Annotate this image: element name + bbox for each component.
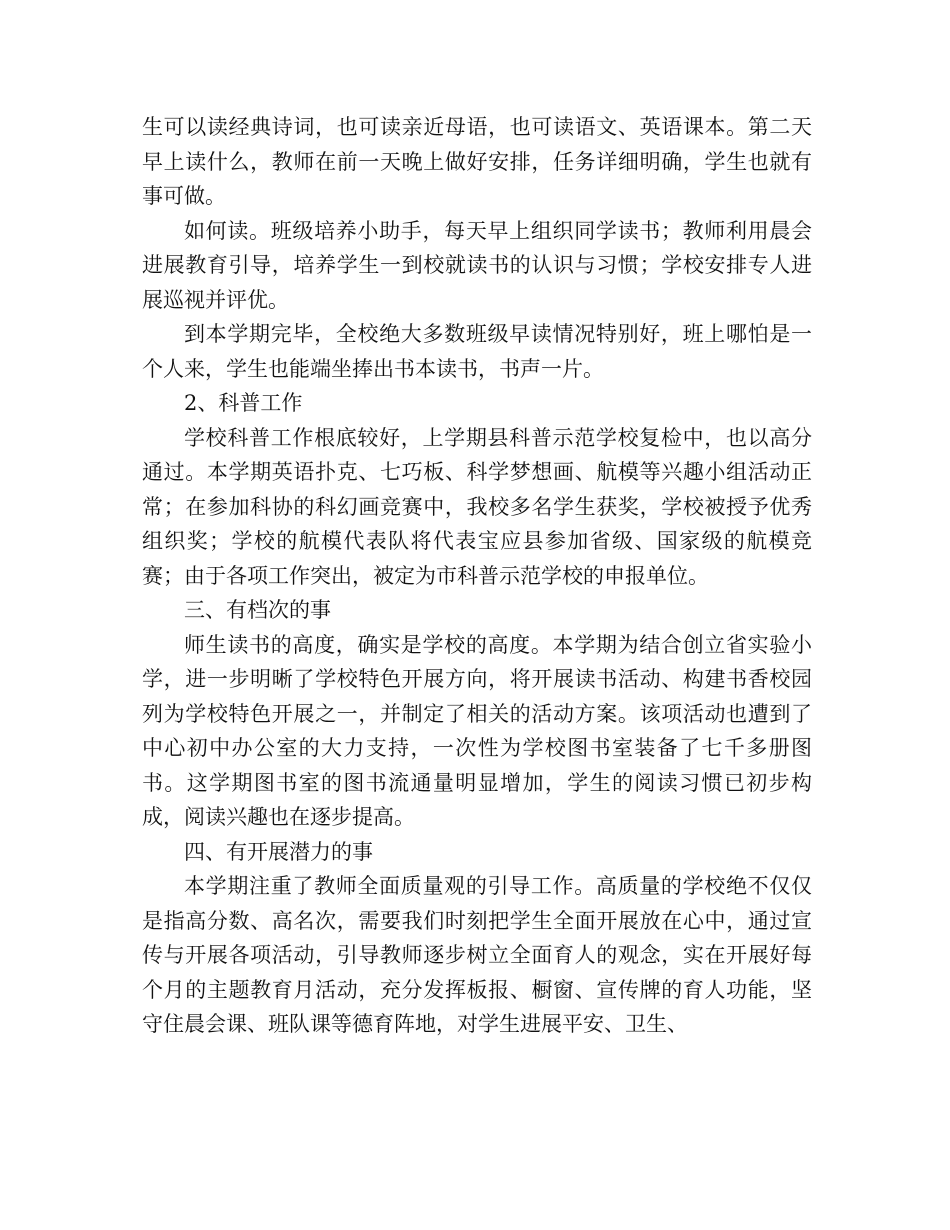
section-heading-science: 2、科普工作 bbox=[184, 391, 303, 415]
paragraph-semester-result: 到本学期完毕，全校绝大多数班级早读情况特别好，班上哪怕是一个人来，学生也能端坐捧出书本读书，书声一片。 bbox=[142, 322, 812, 381]
paragraph-continuation: 生可以读经典诗词，也可读亲近母语，也可读语文、英语课本。第二天早上读什么，教师在前一天晚上做好安排，任务详细明确，学生也就有事可做。 bbox=[142, 115, 812, 208]
paragraph-reading-height: 师生读书的高度，确实是学校的高度。本学期为结合创立省实验小学，进一步明晰了学校特色开展方向，将开展读书活动、构建书香校园列为学校特色开展之一，并制定了相关的活动方案。该项活动也遭到了中心初中办公室的大力支持，一次性为学校图书室装备了七千多册图书。这学期图书室的图书流通量明显增加，学生的阅读习惯已初步构成，阅读兴趣也在逐步提高。 bbox=[142, 632, 812, 829]
paragraph-science-work: 学校科普工作根底较好，上学期县科普示范学校复检中，也以高分通过。本学期英语扑克、七巧板、科学梦想画、航模等兴趣小组活动正常；在参加科协的科幻画竞赛中，我校多名学生获奖，学校被授予优秀组织奖；学校的航模代表队将代表宝应县参加省级、国家级的航模竞赛；由于各项工作突出，被定为市科普示范学校的申报单位。 bbox=[142, 425, 812, 588]
document-body bbox=[142, 110, 812, 1042]
paragraph-how-to-read: 如何读。班级培养小助手，每天早上组织同学读书；教师利用晨会进展教育引导，培养学生一到校就读书的认识与习惯；学校安排专人进展巡视并评优。 bbox=[142, 218, 812, 312]
section-heading-quality: 三、有档次的事 bbox=[184, 598, 331, 622]
section-heading-potential: 四、有开展潜力的事 bbox=[184, 839, 373, 864]
paragraph-quality-guidance: 本学期注重了教师全面质量观的引导工作。高质量的学校绝不仅仅是指高分数、高名次，需要我们时刻把学生全面开展放在心中，通过宣传与开展各项活动，引导教师逐步树立全面育人的观念，实在开展好每个月的主题教育月活动，充分发挥板报、橱窗、宣传牌的育人功能，坚守住晨会课、班队课等德育阵地，对学生进展平安、卫生、 bbox=[142, 874, 812, 1036]
